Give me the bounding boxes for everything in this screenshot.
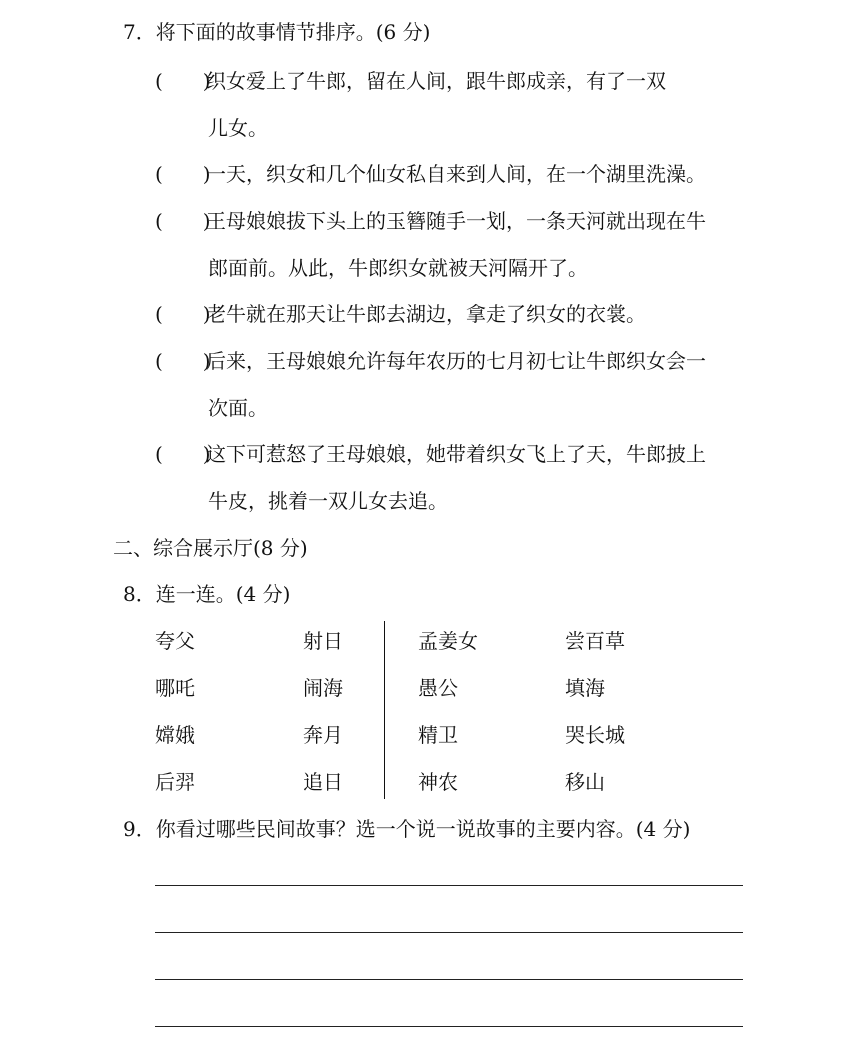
- match-left-a-2[interactable]: 哪吒: [155, 676, 195, 700]
- match-left-b-1[interactable]: 射日: [303, 629, 343, 653]
- q7-item-text-cont: 次面。: [208, 396, 268, 420]
- q7-item-text-cont: 郎面前。从此，牛郎织女就被天河隔开了。: [208, 256, 588, 280]
- q7-item-text: 一天，织女和几个仙女私自来到人间，在一个湖里洗澡。: [206, 162, 706, 186]
- answer-line-1[interactable]: [155, 885, 743, 886]
- q7-item-text: 后来，王母娘娘允许每年农历的七月初七让牛郎织女会一: [206, 349, 706, 373]
- match-right-b-4[interactable]: 移山: [565, 770, 605, 794]
- answer-blank[interactable]: ( ): [155, 302, 211, 326]
- q7-item-text: 老牛就在那天让牛郎去湖边，拿走了织女的衣裳。: [206, 302, 646, 326]
- answer-blank[interactable]: ( ): [155, 442, 211, 466]
- column-divider: [384, 621, 385, 799]
- match-right-b-2[interactable]: 填海: [565, 676, 605, 700]
- match-right-b-3[interactable]: 哭长城: [565, 723, 625, 747]
- q7-item-text-cont: 儿女。: [208, 116, 268, 140]
- answer-line-4[interactable]: [155, 1026, 743, 1027]
- match-right-a-2[interactable]: 愚公: [418, 676, 458, 700]
- match-right-a-1[interactable]: 孟姜女: [418, 629, 478, 653]
- match-left-a-3[interactable]: 嫦娥: [155, 723, 195, 747]
- section-2-title: 二、综合展示厅(8 分): [113, 536, 308, 560]
- answer-blank[interactable]: ( ): [155, 209, 211, 233]
- match-left-a-1[interactable]: 夸父: [155, 629, 195, 653]
- answer-line-3[interactable]: [155, 979, 743, 980]
- q7-item-text: 这下可惹怒了王母娘娘，她带着织女飞上了天，牛郎披上: [206, 442, 706, 466]
- q7-item-text: 王母娘娘拔下头上的玉簪随手一划，一条天河就出现在牛: [206, 209, 706, 233]
- match-left-b-4[interactable]: 追日: [303, 770, 343, 794]
- q7-title: 7．将下面的故事情节排序。(6 分): [123, 20, 431, 44]
- answer-line-2[interactable]: [155, 932, 743, 933]
- answer-blank[interactable]: ( ): [155, 349, 211, 373]
- answer-blank[interactable]: ( ): [155, 69, 211, 93]
- q7-item-text-cont: 牛皮，挑着一双儿女去追。: [208, 489, 448, 513]
- match-left-b-2[interactable]: 闹海: [303, 676, 343, 700]
- match-left-b-3[interactable]: 奔月: [303, 723, 343, 747]
- q9-title: 9．你看过哪些民间故事？选一个说一说故事的主要内容。(4 分): [123, 817, 691, 841]
- q7-item-text: 织女爱上了牛郎，留在人间，跟牛郎成亲，有了一双: [206, 69, 666, 93]
- match-left-a-4[interactable]: 后羿: [155, 770, 195, 794]
- match-right-a-4[interactable]: 神农: [418, 770, 458, 794]
- answer-blank[interactable]: ( ): [155, 162, 211, 186]
- match-right-b-1[interactable]: 尝百草: [565, 629, 625, 653]
- match-right-a-3[interactable]: 精卫: [418, 723, 458, 747]
- q8-title: 8．连一连。(4 分): [123, 582, 291, 606]
